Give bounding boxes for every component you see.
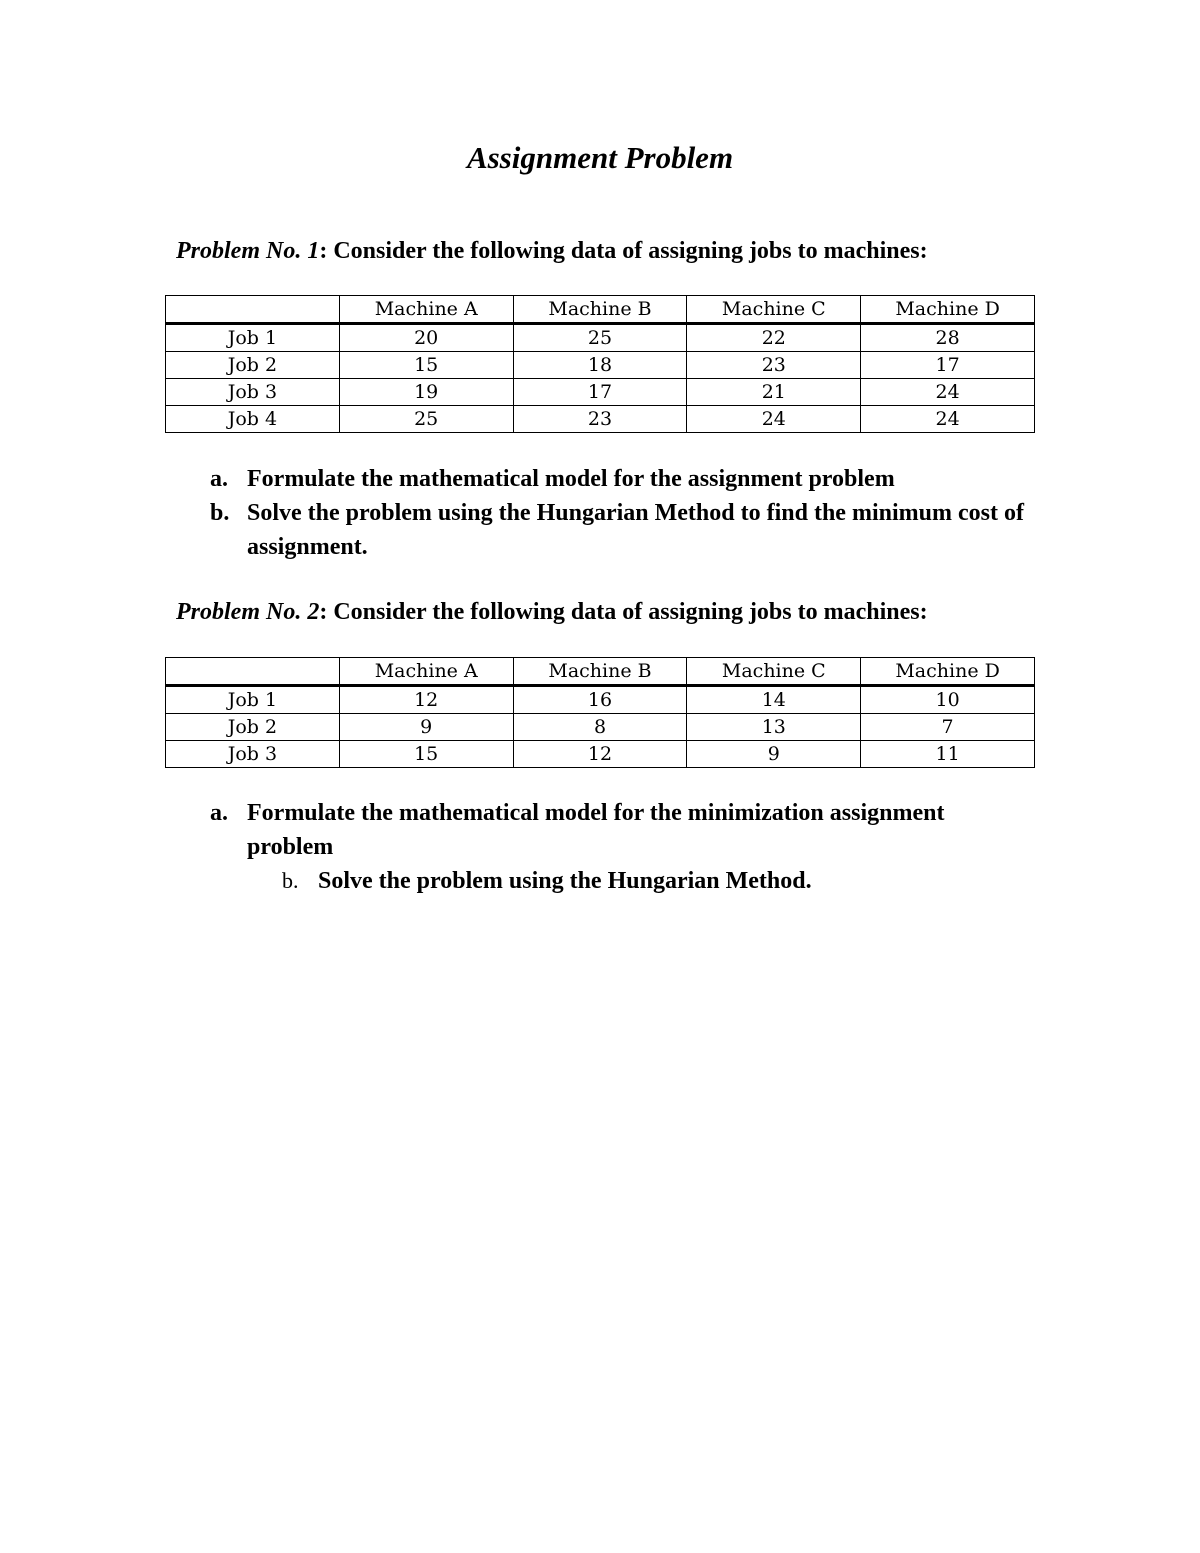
table-header-cell [166,296,340,324]
table-row-label: Job 2 [166,352,340,379]
table-header-row [166,296,1035,324]
table-cell: 17 [513,379,687,406]
table-row [166,686,1035,714]
problem-2-tasks [210,796,970,898]
table-header-cell: Machine A [339,296,513,324]
table-cell: 18 [513,352,687,379]
table-cell: 10 [861,686,1035,714]
problem-1-text: : Consider the following data of assigning jobs to machines: [319,238,928,264]
problem-1-tasks [210,462,1030,564]
problem-2-heading [176,599,928,626]
table-row-label: Job 1 [166,686,340,714]
table-cell: 13 [687,714,861,741]
table-cell: 17 [861,352,1035,379]
list-item [210,864,970,898]
table-cell: 15 [339,741,513,768]
table-cell: 24 [861,379,1035,406]
table-cell: 24 [861,406,1035,433]
table-cell: 8 [513,714,687,741]
problem-2-text: : Consider the following data of assigning jobs to machines: [319,599,928,625]
table-cell: 14 [687,686,861,714]
table-cell: 25 [513,324,687,352]
table-header-cell: Machine C [687,658,861,686]
table-row-label: Job 3 [166,741,340,768]
table-header-cell: Machine A [339,658,513,686]
table-header-cell: Machine D [861,296,1035,324]
problem-2-table [165,657,1035,768]
table-cell: 23 [687,352,861,379]
table-header-cell: Machine B [513,296,687,324]
table-cell: 21 [687,379,861,406]
table-header-cell: Machine D [861,658,1035,686]
table-row [166,324,1035,352]
list-item [210,496,1030,564]
page-title: Assignment Problem [466,140,734,175]
list-item [210,796,970,864]
table-cell: 25 [339,406,513,433]
list-marker: b. [210,500,230,526]
problem-1-label: Problem No. 1 [176,238,320,264]
table-row-label: Job 4 [166,406,340,433]
table-cell: 16 [513,686,687,714]
table-row [166,741,1035,768]
table-cell: 15 [339,352,513,379]
table-header-cell [166,658,340,686]
table-cell: 9 [687,741,861,768]
task-text: Formulate the mathematical model for the assignment problem [247,466,895,492]
task-text: Solve the problem using the Hungarian Method. [318,868,812,894]
table-cell: 24 [687,406,861,433]
table-row-label: Job 1 [166,324,340,352]
table-cell: 9 [339,714,513,741]
table-row [166,352,1035,379]
problem-1-table [165,295,1035,433]
table-header-row [166,658,1035,686]
table-row [166,379,1035,406]
list-marker: a. [210,800,228,826]
table-row [166,406,1035,433]
table-cell: 11 [861,741,1035,768]
list-marker: b. [282,868,299,893]
list-marker: a. [210,466,228,492]
task-text: Formulate the mathematical model for the minimization assignment problem [247,800,945,860]
table-cell: 12 [339,686,513,714]
table-cell: 19 [339,379,513,406]
list-item [210,462,1030,496]
table-cell: 22 [687,324,861,352]
task-text: Solve the problem using the Hungarian Method to find the minimum cost of assignment. [247,500,1024,560]
table-row [166,714,1035,741]
table-row-label: Job 3 [166,379,340,406]
table-cell: 12 [513,741,687,768]
table-header-cell: Machine B [513,658,687,686]
problem-2-label: Problem No. 2 [176,599,320,625]
table-cell: 23 [513,406,687,433]
table-row-label: Job 2 [166,714,340,741]
table-header-cell: Machine C [687,296,861,324]
table-cell: 7 [861,714,1035,741]
problem-1-heading [176,238,928,265]
table-cell: 20 [339,324,513,352]
table-cell: 28 [861,324,1035,352]
